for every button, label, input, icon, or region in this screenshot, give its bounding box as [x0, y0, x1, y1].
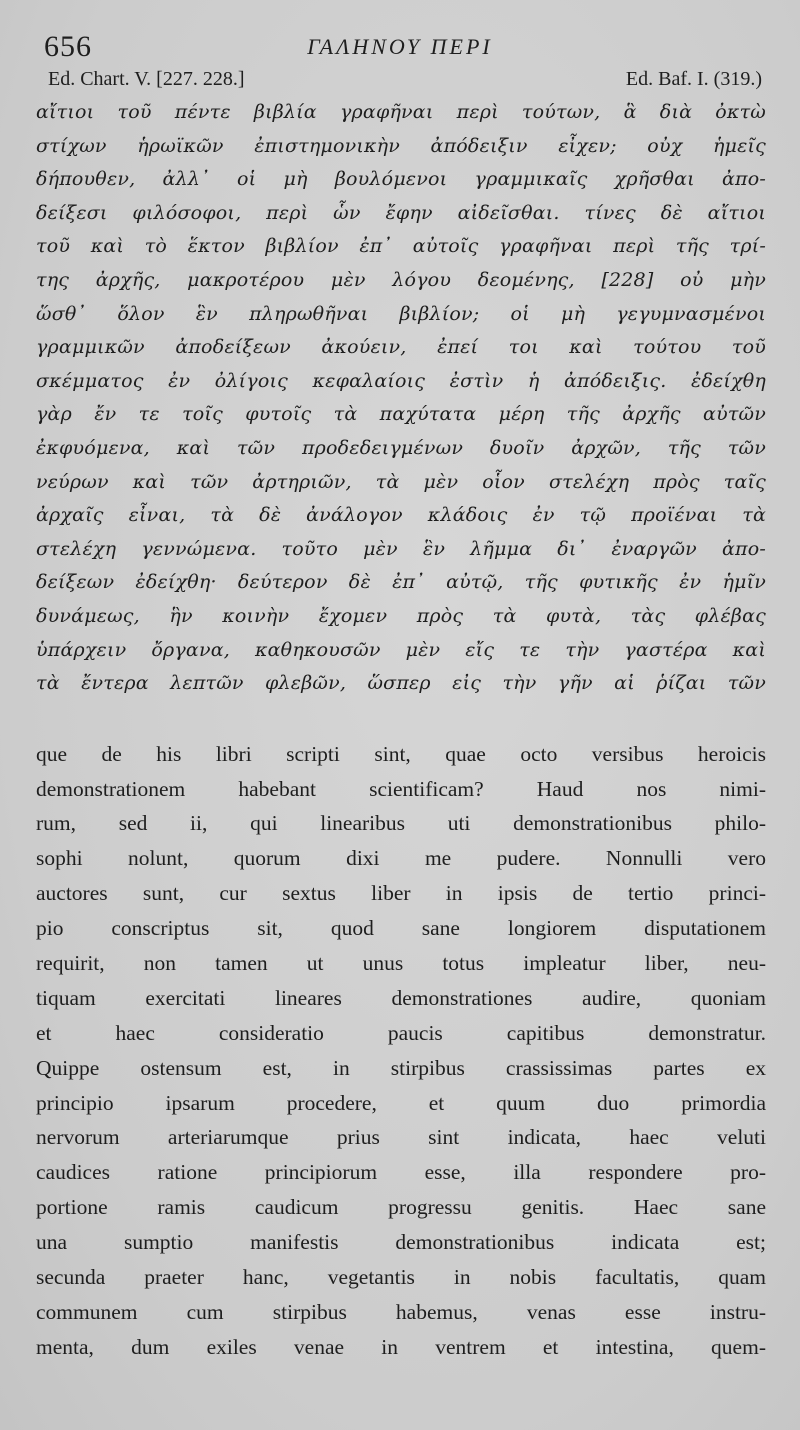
latin-text-line: nervorum arteriarumque prius sint indicata, haec veluti: [36, 1125, 766, 1150]
greek-text-line: στελέχη γεννώμενα. τοῦτο μὲν ἓν λῆμμα δι᾽ ἐναργῶν ἀπο-: [36, 537, 766, 560]
latin-text-line: sophi nolunt, quorum dixi me pudere. Nonnulli vero: [36, 846, 766, 871]
edition-reference-line: [34, 68, 766, 96]
latin-text-line: communem cum stirpibus habemus, venas esse instru-: [36, 1299, 766, 1324]
latin-text-line: secunda praeter hanc, vegetantis in nobis facultatis, quam: [36, 1265, 766, 1290]
running-title: ΓΑΛΗΝΟΥ ΠΕΡΙ: [307, 34, 493, 59]
running-head: [34, 22, 766, 68]
greek-text-line: γὰρ ἔν τε τοῖς φυτοῖς τὰ παχύτατα μέρη τῆς ἀρχῆς αὐτῶν: [36, 403, 766, 426]
greek-text-line: γραμμικῶν ἀποδείξεων ἀκούειν, ἐπεί τοι καὶ τούτου τοῦ: [36, 336, 766, 359]
latin-text-line: portione ramis caudicum progressu genitis. Haec sane: [36, 1195, 766, 1220]
latin-text-line: una sumptio manifestis demonstrationibus indicata est;: [36, 1230, 766, 1255]
greek-text-line: δήπουθεν, ἀλλ᾽ οἱ μὴ βουλόμενοι γραμμικαῖς χρῆσθαι ἀπο-: [36, 168, 766, 191]
latin-text-line: rum, sed ii, qui linearibus uti demonstrationibus philo-: [36, 811, 766, 836]
latin-text-line: menta, dum exiles venae in ventrem et intestina, quem-: [36, 1334, 766, 1359]
latin-text-line: demonstrationem habebant scientificam? Haud nos nimi-: [36, 776, 766, 801]
latin-text-line: pio conscriptus sit, quod sane longiorem disputationem: [36, 916, 766, 941]
greek-text-line: ὥσθ᾽ ὅλον ἓν πληρωθῆναι βιβλίον; οἱ μὴ γεγυμνασμένοι: [36, 302, 766, 325]
greek-text-line: τοῦ καὶ τὸ ἕκτον βιβλίον ἐπ᾽ αὐτοῖς γραφῆναι περὶ τῆς τρί-: [36, 235, 766, 258]
greek-text-line: της ἀρχῆς, μακροτέρου μὲν λόγου δεομένης, [228] οὐ μὴν: [36, 268, 766, 291]
latin-text-line: caudices ratione principiorum esse, illa respondere pro-: [36, 1160, 766, 1185]
page-number: 656: [44, 30, 92, 63]
greek-text-line: νεύρων καὶ τῶν ἀρτηριῶν, τὰ μὲν οἷον στελέχη πρὸς ταῖς: [36, 470, 766, 493]
greek-text-line: ἐκφυόμενα, καὶ τῶν προδεδειγμένων δυοῖν ἀρχῶν, τῆς τῶν: [36, 436, 766, 459]
greek-text-line: στίχων ἡρωϊκῶν ἐπιστημονικὴν ἀπόδειξιν εἶχεν; οὐχ ἡμεῖς: [36, 134, 766, 157]
greek-text-line: δυνάμεως, ἣν κοινὴν ἔχομεν πρὸς τὰ φυτὰ, τὰς φλέβας: [36, 604, 766, 627]
greek-text-line: αἴτιοι τοῦ πέντε βιβλία γραφῆναι περὶ τούτων, ἃ διὰ ὀκτὼ: [36, 101, 766, 123]
greek-text-line: σκέμματος ἐν ὀλίγοις κεφαλαίοις ἐστὶν ἡ ἀπόδειξις. ἐδείχθη: [36, 369, 766, 392]
edition-reference-basel: Ed. Baf. I. (319.): [625, 68, 762, 90]
latin-text-line: tiquam exercitati lineares demonstrationes audire, quoniam: [36, 985, 766, 1010]
latin-text-line: Quippe ostensum est, in stirpibus crassissimas partes ex: [36, 1055, 766, 1080]
greek-text-line: δείξεσι φιλόσοφοι, περὶ ὧν ἔφην αἰδεῖσθαι. τίνες δὲ αἴτιοι: [36, 201, 766, 224]
greek-text-line: τὰ ἔντερα λεπτῶν φλεβῶν, ὥσπερ εἰς τὴν γῆν αἱ ῥίζαι τῶν: [36, 672, 766, 695]
latin-translation-block: [34, 737, 766, 1365]
greek-text-line: δείξεων ἐδείχθη· δεύτερον δὲ ἐπ᾽ αὐτῷ, τῆς φυτικῆς ἐν ἡμῖν: [36, 571, 766, 594]
edition-reference-chartier: Ed. Chart. V. [227. 228.]: [48, 68, 245, 90]
latin-text-line: requirit, non tamen ut unus totus impleatur liber, neu-: [36, 951, 766, 976]
latin-text-line: principio ipsarum procedere, et quum duo primordia: [36, 1090, 766, 1115]
latin-text-line: et haec consideratio paucis capitibus demonstratur.: [36, 1020, 766, 1045]
latin-text-line: que de his libri scripti sint, quae octo versibus heroicis: [36, 741, 766, 766]
greek-text-line: ἀρχαῖς εἶναι, τὰ δὲ ἀνάλογον κλάδοις ἐν τῷ προϊέναι τὰ: [36, 504, 766, 527]
greek-text-line: ὑπάρχειν ὄργανα, καθηκουσῶν μὲν εἴς τε τὴν γαστέρα καὶ: [36, 638, 766, 661]
latin-text-line: auctores sunt, cur sextus liber in ipsis de tertio princi-: [36, 881, 766, 906]
greek-text-block: [34, 96, 766, 701]
